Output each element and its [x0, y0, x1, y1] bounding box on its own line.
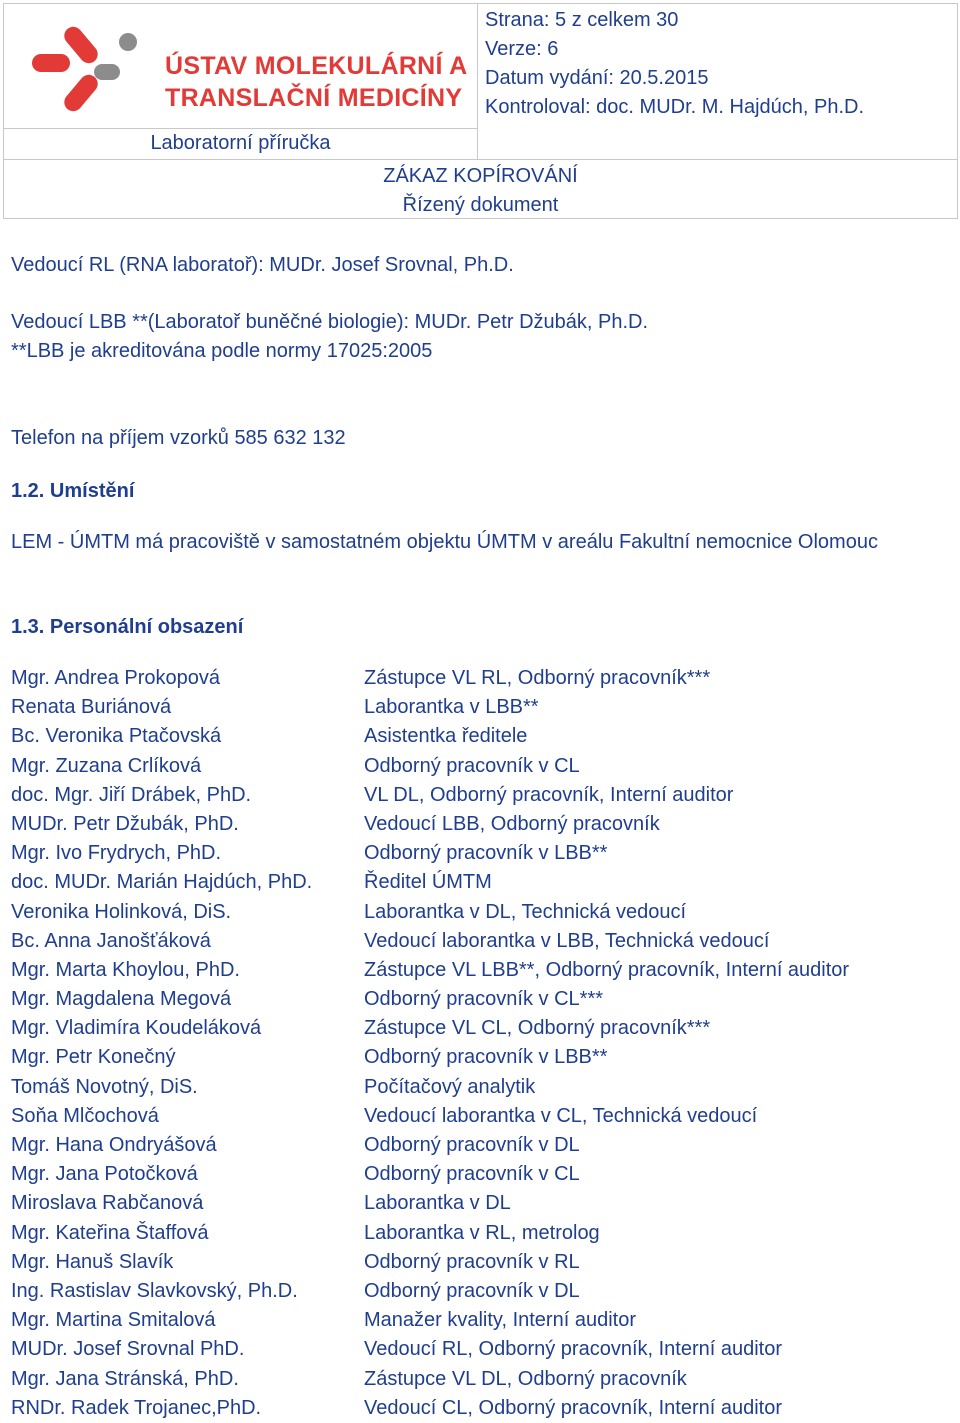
- sample-phone-line: Telefon na příjem vzorků 585 632 132: [11, 427, 346, 449]
- lbb-head-line: Vedoucí LBB **(Laboratoř buněčné biologie): MUDr. Petr Džubák, Ph.D.: [11, 311, 649, 333]
- page-info: Strana: 5 z celkem 30: [485, 9, 679, 31]
- staff-role: Asistentka ředitele: [364, 725, 528, 748]
- staff-role: Vedoucí LBB, Odborný pracovník: [364, 812, 660, 835]
- staff-row: [11, 810, 951, 839]
- staff-row: [11, 1102, 951, 1131]
- staff-name: Soňa Mlčochová: [11, 1104, 159, 1127]
- staff-role: Odborný pracovník v CL: [364, 754, 580, 777]
- staff-name: Mgr. Hanuš Slavík: [11, 1250, 174, 1273]
- staff-role: Odborný pracovník v RL: [364, 1250, 580, 1273]
- institute-name: [165, 50, 475, 114]
- staff-row: [11, 752, 951, 781]
- controlled-document-label: Řízený dokument: [402, 194, 559, 216]
- staff-name: Mgr. Kateřina Štaffová: [11, 1221, 209, 1244]
- staff-row: [11, 1248, 951, 1277]
- staff-role: Laborantka v DL, Technická vedoucí: [364, 900, 687, 923]
- institute-logo: [26, 18, 468, 118]
- staff-row: [11, 985, 951, 1014]
- staff-role: Vedoucí RL, Odborný pracovník, Interní auditor: [364, 1338, 783, 1361]
- staff-role: Zástupce VL DL, Odborný pracovník: [364, 1367, 687, 1390]
- staff-name: Mgr. Petr Konečný: [11, 1046, 176, 1069]
- staff-row: [11, 664, 951, 693]
- staff-row: [11, 1043, 951, 1072]
- staff-name: Mgr. Jana Potočková: [11, 1163, 198, 1186]
- staff-name: Mgr. Marta Khoylou, PhD.: [11, 958, 240, 981]
- location-paragraph: LEM - ÚMTM má pracoviště v samostatném objektu ÚMTM v areálu Fakultní nemocnice Olomouc: [11, 531, 878, 553]
- document-meta: [485, 6, 864, 122]
- staff-role: Vedoucí laborantka v LBB, Technická vedoucí: [364, 929, 770, 952]
- staff-name: Mgr. Vladimíra Koudeláková: [11, 1017, 262, 1040]
- staff-name: Mgr. Ivo Frydrych, PhD.: [11, 842, 222, 865]
- staff-role: Manažer kvality, Interní auditor: [364, 1309, 636, 1332]
- staff-row: [11, 1277, 951, 1306]
- staff-name: doc. MUDr. Marián Hajdúch, PhD.: [11, 871, 313, 894]
- staff-role: Odborný pracovník v DL: [364, 1134, 580, 1156]
- staff-row: [11, 1394, 951, 1423]
- staff-role: Laborantka v DL: [364, 1192, 511, 1215]
- staff-row: [11, 1131, 951, 1160]
- staff-row: [11, 1365, 951, 1394]
- staff-row: [11, 927, 951, 956]
- staff-name: Bc. Anna Janošťáková: [11, 929, 211, 952]
- staff-role: Vedoucí laborantka v CL, Technická vedoucí: [364, 1104, 758, 1127]
- staff-name: MUDr. Josef Srovnal PhD.: [11, 1338, 245, 1361]
- section-heading-staff: 1.3. Personální obsazení: [11, 616, 244, 638]
- staff-role: Vedoucí CL, Odborný pracovník, Interní auditor: [364, 1396, 783, 1419]
- staff-role: Zástupce VL RL, Odborný pracovník***: [364, 667, 711, 689]
- staff-name: Ing. Rastislav Slavkovský, Ph.D.: [11, 1279, 298, 1302]
- header-divider: [477, 4, 478, 159]
- staff-role: Odborný pracovník v CL: [364, 1163, 580, 1186]
- staff-row: [11, 693, 951, 722]
- version-info: Verze: 6: [485, 38, 559, 60]
- staff-role: Ředitel ÚMTM: [364, 871, 492, 894]
- staff-row: [11, 1073, 951, 1102]
- header-divider: [4, 159, 957, 160]
- rl-head-line: Vedoucí RL (RNA laboratoř): MUDr. Josef Srovnal, Ph.D.: [11, 254, 514, 276]
- copy-control-notice: [4, 162, 957, 220]
- staff-row: [11, 1189, 951, 1218]
- institute-name-line: TRANSLAČNÍ MEDICÍNY: [165, 84, 463, 112]
- staff-row: [11, 1219, 951, 1248]
- staff-row: [11, 781, 951, 810]
- staff-row: [11, 1014, 951, 1043]
- staff-row: [11, 868, 951, 897]
- lbb-accreditation-note: **LBB je akreditována podle normy 17025:2005: [11, 340, 433, 362]
- staff-name: MUDr. Petr Džubák, PhD.: [11, 812, 239, 835]
- no-copy-label: ZÁKAZ KOPÍROVÁNÍ: [383, 165, 578, 187]
- staff-role: VL DL, Odborný pracovník, Interní auditor: [364, 783, 734, 806]
- staff-row: [11, 722, 951, 751]
- staff-name: Mgr. Magdalena Megová: [11, 988, 232, 1011]
- checked-by: Kontroloval: doc. MUDr. M. Hajdúch, Ph.D.: [485, 96, 865, 118]
- staff-role: Odborný pracovník v DL: [364, 1279, 580, 1302]
- staff-role: Zástupce VL CL, Odborný pracovník***: [364, 1017, 711, 1040]
- staff-row: [11, 839, 951, 868]
- institute-name-line: ÚSTAV MOLEKULÁRNÍ A: [165, 52, 468, 80]
- staff-name: Tomáš Novotný, DiS.: [11, 1075, 198, 1098]
- staff-role: Laborantka v RL, metrolog: [364, 1221, 600, 1244]
- staff-name: Mgr. Hana Ondryášová: [11, 1134, 217, 1156]
- staff-row: [11, 898, 951, 927]
- staff-name: Mgr. Jana Stránská, PhD.: [11, 1367, 239, 1390]
- staff-role: Počítačový analytik: [364, 1075, 536, 1098]
- institute-logo-mark: [26, 18, 146, 118]
- document-header: [3, 3, 958, 219]
- staff-name: Mgr. Zuzana Crlíková: [11, 754, 202, 777]
- staff-name: doc. Mgr. Jiří Drábek, PhD.: [11, 783, 252, 806]
- staff-row: [11, 956, 951, 985]
- staff-role: Laborantka v LBB**: [364, 696, 539, 719]
- staff-list: [11, 664, 951, 1423]
- staff-name: Miroslava Rabčanová: [11, 1192, 204, 1215]
- staff-name: Mgr. Martina Smitalová: [11, 1309, 216, 1332]
- staff-name: Renata Buriánová: [11, 696, 172, 719]
- staff-name: Mgr. Andrea Prokopová: [11, 667, 221, 689]
- staff-name: RNDr. Radek Trojanec,PhD.: [11, 1396, 262, 1419]
- staff-role: Odborný pracovník v LBB**: [364, 1046, 608, 1069]
- issue-date: Datum vydání: 20.5.2015: [485, 67, 709, 89]
- staff-row: [11, 1160, 951, 1189]
- staff-role: Odborný pracovník v LBB**: [364, 842, 608, 865]
- staff-name: Veronika Holinková, DiS.: [11, 900, 232, 923]
- staff-row: [11, 1335, 951, 1364]
- staff-name: Bc. Veronika Ptačovská: [11, 725, 222, 748]
- staff-row: [11, 1306, 951, 1335]
- staff-role: Zástupce VL LBB**, Odborný pracovník, Interní auditor: [364, 958, 850, 981]
- document-title: Laboratorní příručka: [150, 132, 331, 154]
- staff-role: Odborný pracovník v CL***: [364, 988, 604, 1011]
- section-heading-location: 1.2. Umístění: [11, 480, 135, 502]
